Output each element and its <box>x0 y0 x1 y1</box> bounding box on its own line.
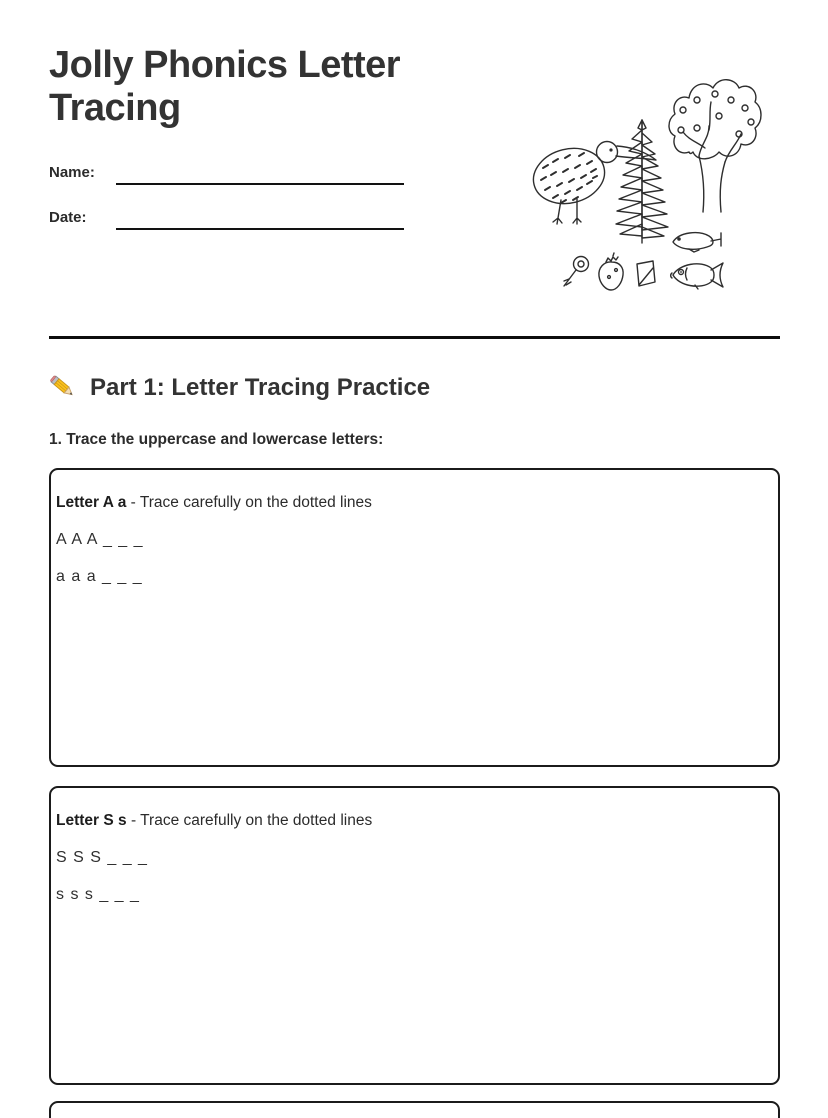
lowercase-trace-row: a a a _ _ _ <box>56 567 143 585</box>
section-divider <box>49 336 780 339</box>
fern-illustration <box>616 120 668 243</box>
letter-box-a-hint: - Trace carefully on the dotted lines <box>130 493 372 511</box>
uppercase-trace-row: A A A _ _ _ <box>56 530 144 548</box>
letter-box-s-label: Letter S s <box>56 811 127 829</box>
notebook-illustration <box>637 261 655 286</box>
page-title: Jolly Phonics Letter Tracing <box>49 44 401 130</box>
letter-box-s-hint: - Trace carefully on the dotted lines <box>130 811 373 829</box>
name-label: Name: <box>49 163 95 181</box>
apple-tree-illustration <box>669 80 761 212</box>
part1-heading <box>49 374 779 402</box>
part1-heading-text: Part 1: Letter Tracing Practice <box>90 373 431 401</box>
key-illustration <box>564 257 589 287</box>
date-label: Date: <box>49 208 87 226</box>
lowercase-trace-row: s s s _ _ _ <box>56 885 140 903</box>
small-fish-illustration <box>673 233 721 252</box>
uppercase-trace-row: S S S _ _ _ <box>56 848 148 866</box>
pencil-icon <box>49 374 79 402</box>
letter-box-a-label: Letter A a <box>56 493 127 511</box>
letter-box-partial <box>49 1101 780 1118</box>
part1-instruction: 1. Trace the uppercase and lowercase letters: <box>49 430 384 448</box>
strawberry-illustration <box>599 253 623 290</box>
letter-box-a <box>49 468 780 767</box>
phonics-illustration <box>527 72 767 301</box>
kiwi-bird-illustration <box>528 141 656 224</box>
fish-illustration <box>671 263 723 289</box>
name-blank-line <box>116 161 404 185</box>
date-blank-line <box>116 206 404 230</box>
letter-box-s <box>49 786 780 1085</box>
